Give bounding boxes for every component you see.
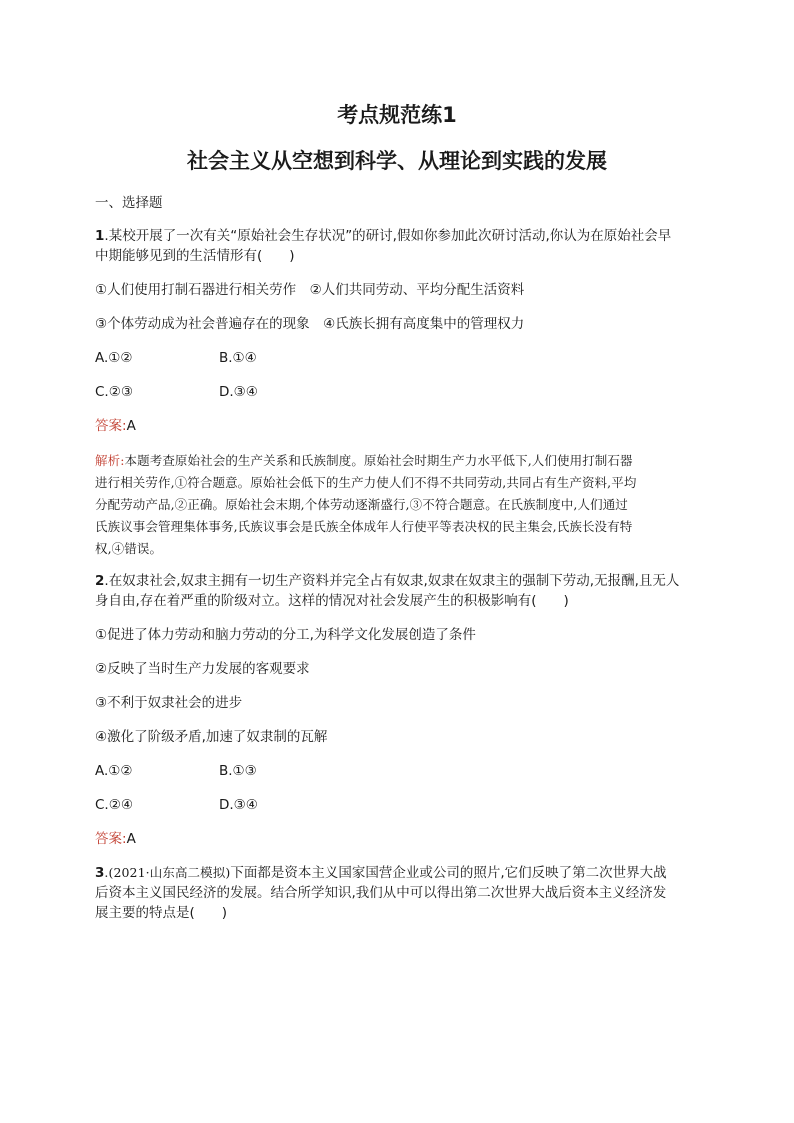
q1-analysis-line1 (95, 451, 633, 471)
q1-analysis-label: 解析: (95, 453, 125, 468)
q1-analysis-line4: 氏族议事会管理集体事务,氏族议事会是氏族全体成年人行使平等表决权的民主集会,氏族长没有特 (95, 519, 633, 534)
q1-answer-value: A (126, 418, 136, 434)
page-subtitle: 社会主义从空想到科学、从理论到实践的发展 (187, 149, 607, 173)
q2-number: 2 (95, 573, 105, 589)
q2-stem-text: .在奴隶社会,奴隶主拥有一切生产资料并完全占有奴隶,奴隶在奴隶主的强制下劳动,无报酬,且无人 (104, 573, 680, 589)
q1-analysis-line5: 权,④错误。 (95, 541, 163, 556)
q2-item4: ④激化了阶级矛盾,加速了奴隶制的瓦解 (95, 729, 328, 745)
q2-answer (95, 829, 136, 849)
q1-option-b: B.①④ (219, 350, 257, 366)
section-heading: 一、选择题 (95, 195, 163, 211)
page-title: 考点规范练1 (337, 103, 457, 127)
q3-stem-line3: 展主要的特点是( ) (95, 905, 228, 921)
q2-stem-line1 (95, 571, 679, 591)
q1-answer (95, 416, 136, 436)
q2-item3: ③不利于奴隶社会的进步 (95, 695, 243, 711)
q2-item2: ②反映了当时生产力发展的客观要求 (95, 661, 310, 677)
q2-option-b: B.①③ (219, 763, 257, 779)
q3-stem-text: 下面都是资本主义国家国营企业或公司的照片,它们反映了第二次世界大战 (230, 865, 667, 881)
q1-analysis-line3: 分配劳动产品,②正确。原始社会末期,个体劳动逐渐盛行,③不符合题意。在氏族制度中,人们通过 (95, 497, 628, 512)
q1-option-d: D.③④ (219, 384, 258, 400)
q2-stem-line2: 身自由,存在着严重的阶级对立。这样的情况对社会发展产生的积极影响有( ) (95, 593, 569, 609)
q1-number: 1 (95, 228, 105, 244)
q3-stem-line1 (95, 863, 667, 883)
q1-analysis-text1: 本题考查原始社会的生产关系和氏族制度。原始社会时期生产力水平低下,人们使用打制石器 (124, 453, 633, 468)
q2-option-a: A.①② (95, 763, 133, 779)
q3-number: 3 (95, 865, 105, 881)
q1-stem-text: .某校开展了一次有关“原始社会生存状况”的研讨,假如你参加此次研讨活动,你认为在原始社会早 (104, 228, 672, 244)
q2-item1: ①促进了体力劳动和脑力劳动的分工,为科学文化发展创造了条件 (95, 627, 476, 643)
q2-answer-label: 答案: (95, 831, 127, 847)
q2-option-c: C.②④ (95, 797, 133, 813)
q3-stem-line2: 后资本主义国民经济的发展。结合所学知识,我们从中可以得出第二次世界大战后资本主义经济发 (95, 885, 667, 901)
q2-answer-value: A (126, 831, 136, 847)
q1-stem-line2: 中期能够见到的生活情形有( ) (95, 248, 295, 264)
q1-option-c: C.②③ (95, 384, 133, 400)
q3-source: .(2021·山东高二模拟) (104, 865, 231, 880)
q1-stem-line1 (95, 226, 671, 246)
q1-items-line2: ③个体劳动成为社会普遍存在的现象 ④氏族长拥有高度集中的管理权力 (95, 316, 525, 332)
q1-answer-label: 答案: (95, 418, 127, 434)
q2-option-d: D.③④ (219, 797, 258, 813)
q1-items-line1: ①人们使用打制石器进行相关劳作 ②人们共同劳动、平均分配生活资料 (95, 282, 525, 298)
q1-analysis-line2: 进行相关劳作,①符合题意。原始社会低下的生产力使人们不得不共同劳动,共同占有生产资料,平均 (95, 475, 637, 490)
q1-option-a: A.①② (95, 350, 133, 366)
